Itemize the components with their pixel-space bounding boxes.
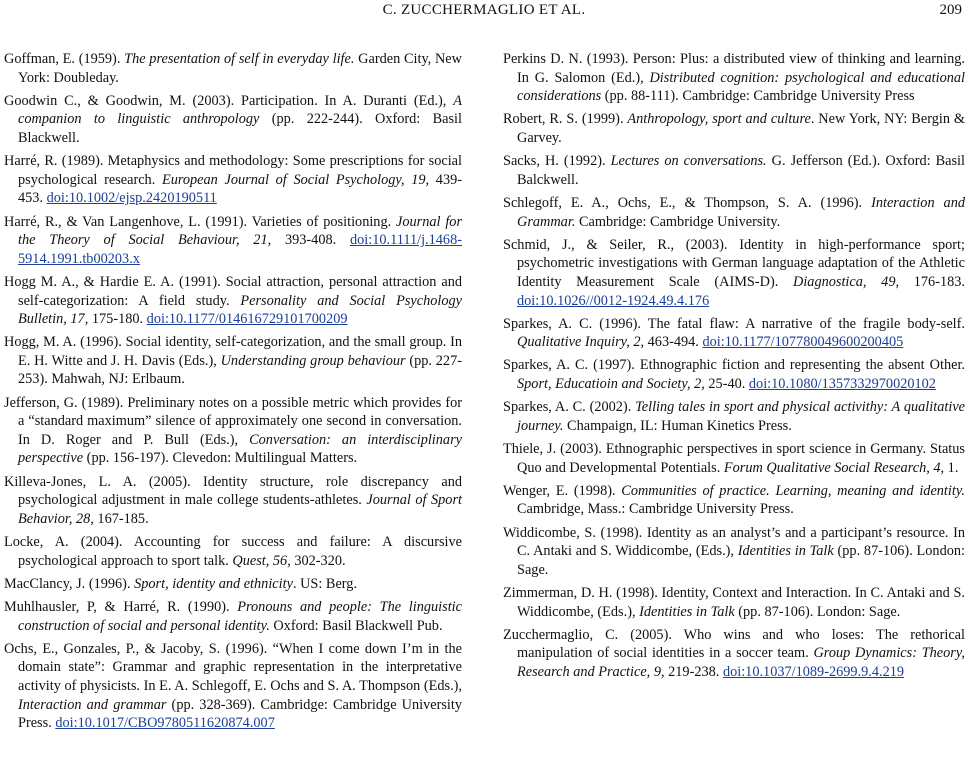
reference-title: Lectures on conversations. (610, 153, 767, 170)
reference-text: Cambridge: Cambridge University. (575, 213, 781, 230)
reference-title: Qualitative Inquiry, 2, (517, 334, 645, 351)
reference-entry (503, 356, 965, 393)
reference-entry (4, 333, 462, 389)
reference-text: Killeva-Jones, L. A. (2005). Identity structure, role discrepancy and psychological adjustment in male college students-athletes. (4, 473, 462, 509)
reference-entry (4, 473, 462, 529)
reference-title: Distributed cognition: psychological and educational considerations (517, 69, 965, 105)
reference-entry (4, 598, 462, 635)
reference-title: Identities in Talk (639, 603, 735, 620)
reference-text: . US: Berg. (292, 575, 358, 592)
reference-text: Sparkes, A. C. (2002). (503, 399, 636, 416)
reference-text: Hogg, M. A. (1996). Social identity, self-categorization, and the small group. In E. H. Witte and J. H. Davis (Eds.), (4, 334, 462, 369)
reference-text: Sparkes, A. C. (1996). The fatal flaw: A narrative of the fragile body-self. (503, 315, 965, 332)
reference-text: Sparkes, A. C. (1997). Ethnographic fiction and representing the absent Other. (503, 357, 965, 374)
reference-text: Perkins D. N. (1993). Person: Plus: a distributed view of thinking and learning. In G. Salomon (Ed.), (503, 51, 965, 86)
reference-text: Goodwin C., & Goodwin, M. (2003). Participation. In A. Duranti (Ed.), (4, 92, 454, 109)
reference-text: (pp. 88-111). Cambridge: Cambridge University Press (601, 88, 915, 105)
reference-title: Identities in Talk (737, 543, 834, 560)
doi-link[interactable]: doi:10.1026//0012-1924.49.4.176 (517, 292, 710, 309)
reference-text: Schlegoff, E. A., Ochs, E., & Thompson, S. A. (1996). (503, 194, 872, 211)
reference-entry (503, 440, 965, 477)
reference-title: The presentation of self in everyday life. (124, 51, 355, 67)
reference-title: Anthropology, sport and culture (627, 111, 811, 128)
reference-text: Harré, R. (1989). Metaphysics and methodology: Some prescriptions for social psychological research. (4, 153, 462, 188)
doi-link[interactable]: doi:10.1177/107780049600200405 (702, 334, 904, 351)
reference-entry (503, 398, 965, 435)
reference-text: Schmid, J., & Seiler, R., (2003). Identity in high-performance sport; psychometric investigations with German language adaptation of the Athletic Identity Measurement Scale (AIMS-D). (503, 236, 965, 290)
reference-text: (pp. 227-253). Mahwah, NJ: Erlbaum. (18, 352, 462, 388)
right-column (503, 50, 965, 686)
reference-text: Oxford: Basil Blackwell Pub. (269, 617, 443, 634)
doi-link[interactable]: doi:10.1080/1357332970020102 (748, 376, 936, 393)
reference-text: 175-180. (88, 311, 147, 328)
reference-title: A companion to linguistic anthropology (18, 92, 462, 128)
reference-entry (503, 626, 965, 682)
reference-text: (pp. 87-106). London: Sage. (734, 603, 901, 620)
reference-entry (4, 533, 462, 570)
reference-entry (4, 50, 462, 87)
left-column (4, 50, 462, 737)
reference-text: (pp. 156-197). Clevedon: Multilingual Matters. (83, 450, 358, 467)
reference-title: Diagnostica, 49, (793, 273, 900, 290)
reference-text: Robert, R. S. (1999). (503, 111, 628, 128)
reference-text: 439-453. (18, 171, 462, 207)
reference-text: MacClancy, J. (1996). (4, 575, 135, 592)
reference-entry (4, 394, 462, 468)
reference-title: Sport, Educatioin and Society, 2, (517, 376, 705, 393)
reference-title: Journal for the Theory of Social Behaviour, 21, (18, 213, 463, 249)
reference-text: Jefferson, G. (1989). Preliminary notes on a possible metric which provides for a “standard maximum” silence of approximately one second in conversation. In D. Roger and P. Bull (Eds.), (4, 394, 462, 448)
reference-title: Telling tales in sport and physical activithy: A qualitative journey. (517, 399, 966, 434)
reference-text: Zimmerman, D. H. (1998). Identity, Context and Interaction. In C. Antaki and S. Widdicombe, (Eds.), (503, 584, 965, 620)
page-header (0, 2, 968, 24)
reference-title: Interaction and Grammar. (517, 194, 965, 230)
doi-link[interactable]: doi:10.1177/014616729101700209 (146, 311, 348, 328)
page-number: 209 (939, 2, 962, 18)
reference-entry (4, 273, 462, 329)
reference-text: 219-238. (664, 663, 723, 680)
reference-entry (503, 524, 965, 580)
reference-entry (4, 152, 462, 208)
reference-text: Goffman, E. (1959). (4, 51, 125, 67)
reference-text: 1. (944, 459, 959, 476)
reference-entry (503, 194, 965, 231)
reference-title: Personality and Social Psychology Bulletin, 17, (18, 292, 463, 328)
reference-text: Wenger, E. (1998). (503, 482, 622, 499)
reference-entry (4, 213, 462, 269)
reference-title: Forum Qualitative Social Research, 4, (723, 459, 945, 476)
doi-link[interactable]: doi:10.1037/1089-2699.9.4.219 (722, 663, 905, 680)
reference-title: Pronouns and people: The linguistic construction of social and personal identity. (18, 598, 462, 634)
reference-title: Sport, identity and ethnicity (134, 575, 293, 592)
reference-text: Garden City, New York: Doubleday. (18, 51, 462, 86)
reference-text: Harré, R., & Van Langenhove, L. (1991). Varieties of positioning. (4, 213, 397, 230)
reference-title: Journal of Sport Behavior, 28, (18, 492, 462, 527)
reference-entry (4, 575, 462, 594)
reference-text: Sacks, H. (1992). (503, 153, 611, 170)
reference-entry (4, 92, 462, 148)
reference-text: Hogg M. A., & Hardie E. A. (1991). Social attraction, personal attraction and self-categorization: A field study. (4, 273, 462, 309)
reference-entry (503, 236, 965, 310)
reference-title: Interaction and grammar (18, 696, 167, 713)
reference-text: Widdicombe, S. (1998). Identity as an analyst’s and a participant’s resource. In C. Antaki and S. Widdicombe, (Eds.), (503, 524, 965, 560)
reference-title: Communities of practice. Learning, meaning and identity. (621, 482, 965, 499)
reference-title: European Journal of Social Psychology, 19, (161, 171, 430, 188)
reference-text: 167-185. (93, 510, 149, 527)
reference-entry (4, 640, 462, 733)
reference-text: (pp. 87-106). London: Sage. (517, 543, 965, 578)
reference-text: Champaign, IL: Human Kinetics Press. (563, 417, 792, 434)
reference-title: Group Dynamics: Theory, Research and Practice, 9, (517, 645, 965, 680)
reference-text: (pp. 328-369). Cambridge: Cambridge University Press. (18, 696, 463, 732)
reference-text: Cambridge, Mass.: Cambridge University Press. (517, 501, 794, 518)
reference-title: Quest, 56, (232, 552, 291, 569)
reference-title: Conversation: an interdisciplinary perspective (18, 431, 462, 467)
reference-text: Locke, A. (2004). Accounting for success and failure: A discursive psychological approach to sport talk. (4, 534, 462, 569)
reference-entry (503, 315, 965, 352)
doi-link[interactable]: doi:10.1002/ejsp.2420190511 (46, 190, 217, 207)
doi-link[interactable]: doi:10.1017/CBO9780511620874.007 (55, 715, 275, 732)
reference-text: . New York, NY: Bergin & Garvey. (517, 111, 965, 146)
reference-text: Ochs, E., Gonzales, P., & Jacoby, S. (1996). “When I come down I’m in the domain state”: Grammar and graphic representation in the interpretative activity of physicists. In E. A. Schlegoff, E. Ochs and S. A. Thompson (Eds.), (4, 640, 462, 694)
reference-text: 176-183. (899, 273, 965, 290)
reference-text: 25-40. (704, 376, 749, 393)
reference-text: G. Jefferson (Ed.). Oxford: Basil Balckwell. (517, 153, 965, 188)
reference-text: Zucchermaglio, C. (2005). Who wins and who loses: The rethorical manipulation of social identities in a soccer team. (503, 626, 965, 662)
reference-entry (503, 152, 965, 189)
doi-link[interactable]: doi:10.1111/j.1468-5914.1991.tb00203.x (18, 232, 462, 267)
reference-text: 393-408. (271, 232, 350, 249)
reference-text: 302-320. (290, 552, 346, 569)
reference-entry (503, 50, 965, 106)
reference-title: Understanding group behaviour (220, 352, 406, 369)
reference-entry (503, 482, 965, 519)
reference-entry (503, 110, 965, 147)
reference-text: Muhlhausler, P, & Harré, R. (1990). (4, 598, 238, 615)
reference-text: 463-494. (644, 334, 703, 351)
running-head: C. ZUCCHERMAGLIO ET AL. (382, 2, 586, 18)
reference-entry (503, 584, 965, 621)
reference-text: Thiele, J. (2003). Ethnographic perspectives in sport science in Germany. Status Quo and Developmental Potentials. (503, 441, 965, 476)
reference-text: (pp. 222-244). Oxford: Basil Blackwell. (18, 111, 462, 146)
